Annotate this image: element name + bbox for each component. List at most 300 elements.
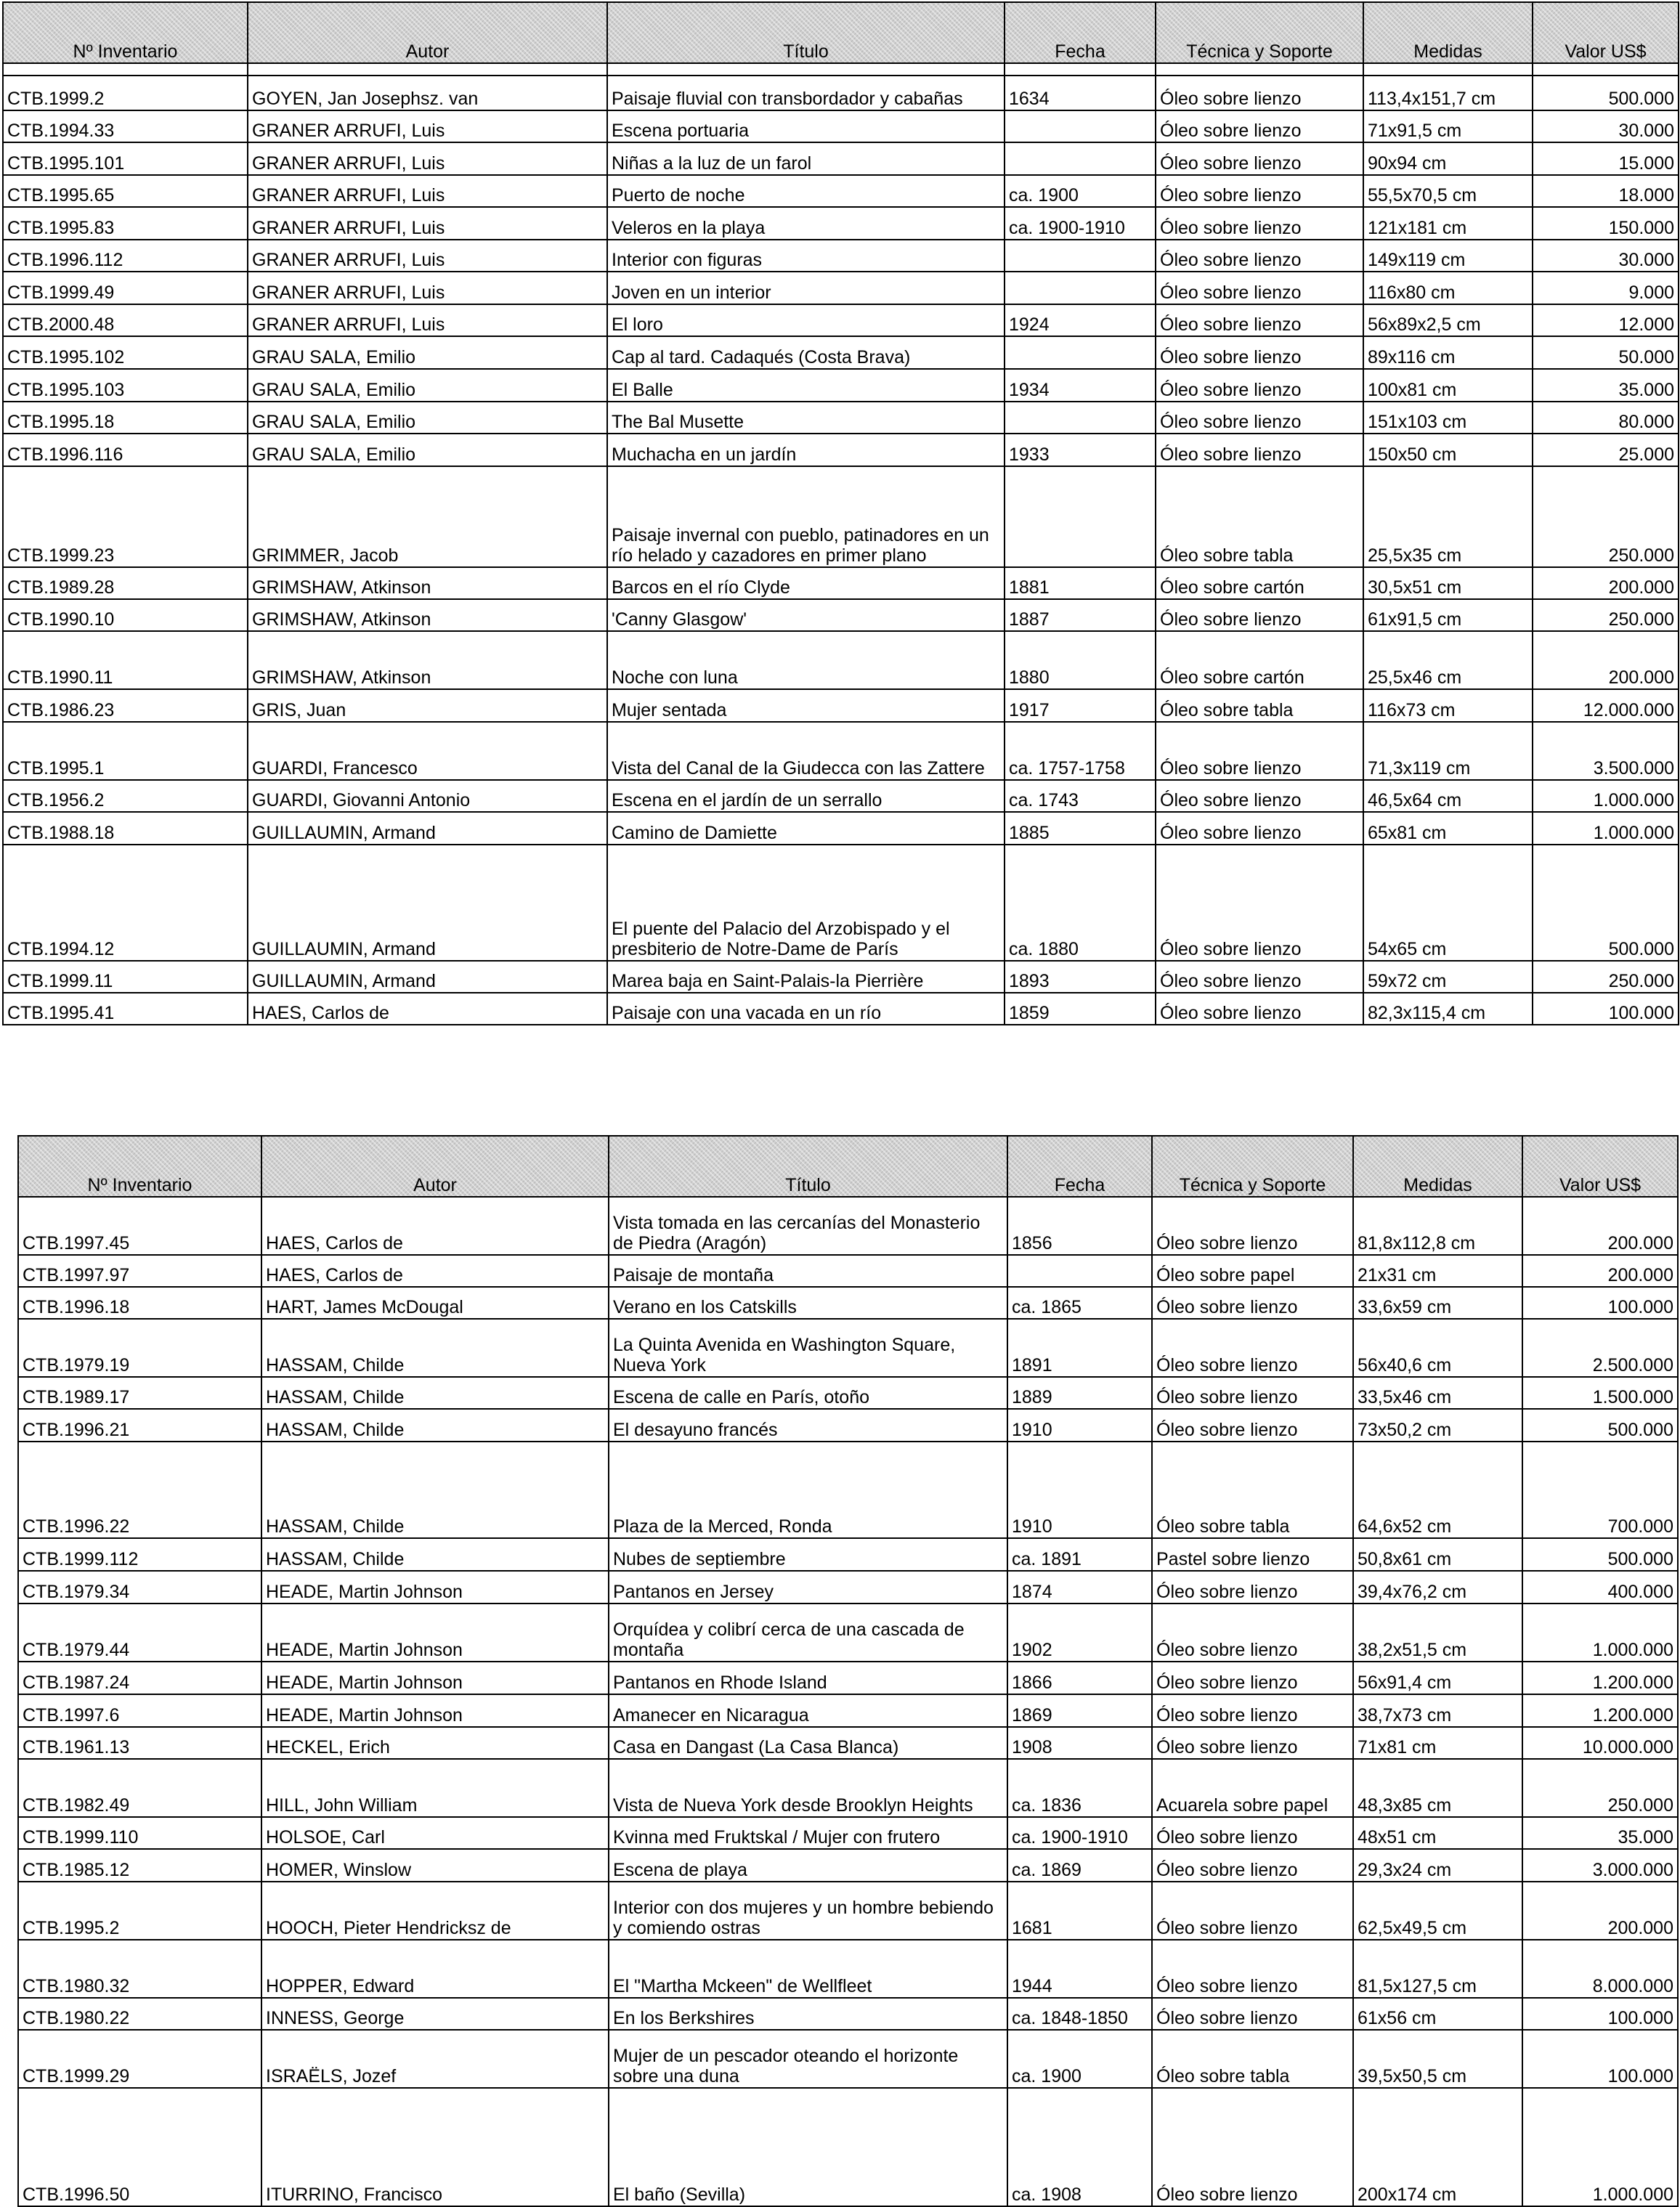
cell-inventory: CTB.1999.11 xyxy=(3,961,248,993)
cell-value: 50.000 xyxy=(1533,336,1679,369)
cell-technique: Óleo sobre lienzo xyxy=(1156,175,1363,207)
cell-measures: 116x73 cm xyxy=(1363,689,1533,722)
header-row xyxy=(3,2,1679,63)
cell-measures: 81,8x112,8 cm xyxy=(1353,1197,1522,1255)
cell-value: 100.000 xyxy=(1522,1998,1678,2030)
cell-measures: 56x40,6 cm xyxy=(1353,1319,1522,1377)
cell-value: 30.000 xyxy=(1533,240,1679,272)
cell-title: El loro xyxy=(607,304,1005,336)
cell-inventory: CTB.1995.83 xyxy=(3,207,248,240)
cell-technique: Óleo sobre tabla xyxy=(1156,466,1363,567)
cell-technique: Óleo sobre lienzo xyxy=(1156,780,1363,812)
cell-author: HOMER, Winslow xyxy=(261,1849,609,1882)
header-author: Autor xyxy=(248,2,607,63)
cell-inventory: CTB.1995.2 xyxy=(18,1882,261,1940)
header-technique: Técnica y Soporte xyxy=(1152,1136,1353,1197)
cell-author: HOOCH, Pieter Hendricksz de xyxy=(261,1882,609,1940)
cell-technique: Óleo sobre lienzo xyxy=(1156,402,1363,434)
cell-inventory: CTB.1961.13 xyxy=(18,1727,261,1759)
cell-inventory: CTB.1980.22 xyxy=(18,1998,261,2030)
header-value: Valor US$ xyxy=(1522,1136,1678,1197)
table-row xyxy=(3,567,1679,599)
cell-author: HASSAM, Childe xyxy=(261,1377,609,1409)
cell-title: Pantanos en Rhode Island xyxy=(609,1662,1007,1694)
table-row xyxy=(18,1694,1678,1727)
table-row xyxy=(18,1882,1678,1940)
cell-title: Paisaje fluvial con transbordador y cabañas xyxy=(607,76,1005,110)
cell-inventory: CTB.1996.112 xyxy=(3,240,248,272)
cell-date: ca. 1836 xyxy=(1007,1759,1152,1817)
table-row xyxy=(3,631,1679,689)
cell-title: En los Berkshires xyxy=(609,1998,1007,2030)
cell-date: 1885 xyxy=(1005,812,1156,845)
cell-date: ca. 1900 xyxy=(1005,175,1156,207)
cell-inventory: CTB.1990.10 xyxy=(3,599,248,631)
cell-technique: Óleo sobre lienzo xyxy=(1152,1998,1353,2030)
cell-author: HART, James McDougal xyxy=(261,1287,609,1319)
cell-value: 12.000 xyxy=(1533,304,1679,336)
cell-date: 1859 xyxy=(1005,993,1156,1025)
table-row xyxy=(18,1197,1678,1255)
header-date: Fecha xyxy=(1007,1136,1152,1197)
header-inventory: Nº Inventario xyxy=(3,2,248,63)
cell-technique: Óleo sobre lienzo xyxy=(1156,207,1363,240)
cell-technique: Óleo sobre cartón xyxy=(1156,567,1363,599)
cell-measures: 151x103 cm xyxy=(1363,402,1533,434)
cell-author: HILL, John William xyxy=(261,1759,609,1817)
cell-technique: Óleo sobre lienzo xyxy=(1152,1197,1353,1255)
cell-title: Kvinna med Fruktskal / Mujer con frutero xyxy=(609,1817,1007,1849)
cell-author: GRAU SALA, Emilio xyxy=(248,336,607,369)
cell-date: ca. 1743 xyxy=(1005,780,1156,812)
cell-inventory: CTB.1982.49 xyxy=(18,1759,261,1817)
cell-measures: 81,5x127,5 cm xyxy=(1353,1940,1522,1998)
cell-value: 100.000 xyxy=(1533,993,1679,1025)
cell-technique: Óleo sobre lienzo xyxy=(1156,240,1363,272)
cell-value: 35.000 xyxy=(1533,369,1679,402)
cell-value: 8.000.000 xyxy=(1522,1940,1678,1998)
cell-measures: 82,3x115,4 cm xyxy=(1363,993,1533,1025)
cell-title: Pantanos en Jersey xyxy=(609,1571,1007,1604)
table-row xyxy=(3,722,1679,780)
cell-technique: Óleo sobre lienzo xyxy=(1152,1940,1353,1998)
cell-date: 1869 xyxy=(1007,1694,1152,1727)
cell-author: ISRAËLS, Jozef xyxy=(261,2030,609,2088)
cell-measures: 50,8x61 cm xyxy=(1353,1538,1522,1571)
cell-author: GRANER ARRUFI, Luis xyxy=(248,240,607,272)
header-measures: Medidas xyxy=(1363,2,1533,63)
table-row xyxy=(18,2088,1678,2206)
cell-inventory: CTB.1999.2 xyxy=(3,76,248,110)
table-row xyxy=(3,110,1679,142)
cell-measures: 150x50 cm xyxy=(1363,434,1533,466)
table-row xyxy=(18,1998,1678,2030)
cell-author: ITURRINO, Francisco xyxy=(261,2088,609,2206)
cell-author: GRIMMER, Jacob xyxy=(248,466,607,567)
cell-value: 400.000 xyxy=(1522,1571,1678,1604)
cell-date: ca. 1880 xyxy=(1005,845,1156,961)
cell-title: Orquídea y colibrí cerca de una cascada de montaña xyxy=(609,1604,1007,1662)
cell-measures: 39,5x50,5 cm xyxy=(1353,2030,1522,2088)
table-row xyxy=(3,780,1679,812)
cell-inventory: CTB.1996.18 xyxy=(18,1287,261,1319)
cell-inventory: CTB.1999.49 xyxy=(3,272,248,304)
cell-technique: Óleo sobre lienzo xyxy=(1156,434,1363,466)
cell-author: GRANER ARRUFI, Luis xyxy=(248,272,607,304)
cell-date: 1889 xyxy=(1007,1377,1152,1409)
cell-value: 35.000 xyxy=(1522,1817,1678,1849)
cell-date: 1874 xyxy=(1007,1571,1152,1604)
table-row xyxy=(18,1377,1678,1409)
cell-value: 1.200.000 xyxy=(1522,1662,1678,1694)
cell-measures: 55,5x70,5 cm xyxy=(1363,175,1533,207)
cell-author: GRAU SALA, Emilio xyxy=(248,369,607,402)
table-row xyxy=(3,207,1679,240)
cell-date xyxy=(1005,110,1156,142)
cell-technique: Pastel sobre lienzo xyxy=(1152,1538,1353,1571)
cell-technique: Óleo sobre tabla xyxy=(1156,689,1363,722)
cell-inventory: CTB.1995.102 xyxy=(3,336,248,369)
cell-inventory: CTB.1999.110 xyxy=(18,1817,261,1849)
cell-date: ca. 1757-1758 xyxy=(1005,722,1156,780)
cell-date: 1908 xyxy=(1007,1727,1152,1759)
cell-technique: Óleo sobre lienzo xyxy=(1156,812,1363,845)
cell-author: GRAU SALA, Emilio xyxy=(248,402,607,434)
cell-title: Mujer de un pescador oteando el horizonte sobre una duna xyxy=(609,2030,1007,2088)
cell-value: 200.000 xyxy=(1533,567,1679,599)
cell-value: 250.000 xyxy=(1533,599,1679,631)
cell-measures: 54x65 cm xyxy=(1363,845,1533,961)
cell-author: GRANER ARRUFI, Luis xyxy=(248,110,607,142)
cell-date: ca. 1900 xyxy=(1007,2030,1152,2088)
cell-measures: 64,6x52 cm xyxy=(1353,1442,1522,1538)
cell-measures: 56x89x2,5 cm xyxy=(1363,304,1533,336)
cell-date: 1880 xyxy=(1005,631,1156,689)
cell-author: HEADE, Martin Johnson xyxy=(261,1694,609,1727)
cell-technique: Óleo sobre papel xyxy=(1152,1255,1353,1287)
cell-title: Vista del Canal de la Giudecca con las Zattere xyxy=(607,722,1005,780)
cell-title: Joven en un interior xyxy=(607,272,1005,304)
cell-author: HAES, Carlos de xyxy=(248,993,607,1025)
cell-measures: 38,7x73 cm xyxy=(1353,1694,1522,1727)
table-row xyxy=(18,1409,1678,1442)
cell-title: Mujer sentada xyxy=(607,689,1005,722)
cell-measures: 33,6x59 cm xyxy=(1353,1287,1522,1319)
cell-inventory: CTB.1997.6 xyxy=(18,1694,261,1727)
table-row xyxy=(18,1849,1678,1882)
cell-date xyxy=(1007,1255,1152,1287)
cell-inventory: CTB.1985.12 xyxy=(18,1849,261,1882)
cell-measures: 29,3x24 cm xyxy=(1353,1849,1522,1882)
cell-technique: Óleo sobre lienzo xyxy=(1156,76,1363,110)
cell-technique: Óleo sobre lienzo xyxy=(1152,1817,1353,1849)
cell-measures: 62,5x49,5 cm xyxy=(1353,1882,1522,1940)
cell-date: 1924 xyxy=(1005,304,1156,336)
table-row xyxy=(18,1817,1678,1849)
cell-title: El Balle xyxy=(607,369,1005,402)
cell-date: 1893 xyxy=(1005,961,1156,993)
cell-measures: 33,5x46 cm xyxy=(1353,1377,1522,1409)
cell-inventory: CTB.1979.34 xyxy=(18,1571,261,1604)
cell-date: 1856 xyxy=(1007,1197,1152,1255)
cell-title: Camino de Damiette xyxy=(607,812,1005,845)
cell-technique: Óleo sobre lienzo xyxy=(1152,1882,1353,1940)
cell-inventory: CTB.1994.12 xyxy=(3,845,248,961)
cell-technique: Óleo sobre lienzo xyxy=(1152,1849,1353,1882)
cell-technique: Óleo sobre lienzo xyxy=(1152,1287,1353,1319)
table-row xyxy=(3,993,1679,1025)
cell-title: El desayuno francés xyxy=(609,1409,1007,1442)
cell-author: HASSAM, Childe xyxy=(261,1538,609,1571)
cell-value: 15.000 xyxy=(1533,142,1679,175)
cell-inventory: CTB.1989.17 xyxy=(18,1377,261,1409)
cell-value: 1.000.000 xyxy=(1522,1604,1678,1662)
cell-inventory: CTB.1986.23 xyxy=(3,689,248,722)
table-row xyxy=(18,2030,1678,2088)
cell-measures: 100x81 cm xyxy=(1363,369,1533,402)
header-date: Fecha xyxy=(1005,2,1156,63)
cell-inventory: CTB.1995.65 xyxy=(3,175,248,207)
table-row xyxy=(3,466,1679,567)
cell-author: GUARDI, Francesco xyxy=(248,722,607,780)
cell-value: 18.000 xyxy=(1533,175,1679,207)
cell-value: 1.000.000 xyxy=(1522,2088,1678,2206)
cell-technique: Óleo sobre lienzo xyxy=(1156,369,1363,402)
cell-date xyxy=(1005,466,1156,567)
cell-inventory: CTB.1996.116 xyxy=(3,434,248,466)
table-row xyxy=(18,1662,1678,1694)
cell-measures: 61x91,5 cm xyxy=(1363,599,1533,631)
cell-inventory: CTB.1996.21 xyxy=(18,1409,261,1442)
cell-title: El puente del Palacio del Arzobispado y el presbiterio de Notre-Dame de París xyxy=(607,845,1005,961)
cell-title: Puerto de noche xyxy=(607,175,1005,207)
cell-date: ca. 1908 xyxy=(1007,2088,1152,2206)
table-row xyxy=(18,1442,1678,1538)
cell-date: 1681 xyxy=(1007,1882,1152,1940)
cell-author: HASSAM, Childe xyxy=(261,1319,609,1377)
cell-technique: Óleo sobre lienzo xyxy=(1152,1571,1353,1604)
header-measures: Medidas xyxy=(1353,1136,1522,1197)
table-row xyxy=(3,845,1679,961)
cell-measures: 113,4x151,7 cm xyxy=(1363,76,1533,110)
cell-author: HASSAM, Childe xyxy=(261,1409,609,1442)
cell-author: HOLSOE, Carl xyxy=(261,1817,609,1849)
cell-measures: 21x31 cm xyxy=(1353,1255,1522,1287)
cell-inventory: CTB.1999.23 xyxy=(3,466,248,567)
cell-title: Barcos en el río Clyde xyxy=(607,567,1005,599)
cell-inventory: CTB.1997.45 xyxy=(18,1197,261,1255)
cell-author: GUILLAUMIN, Armand xyxy=(248,845,607,961)
cell-measures: 116x80 cm xyxy=(1363,272,1533,304)
cell-inventory: CTB.1995.101 xyxy=(3,142,248,175)
cell-value: 100.000 xyxy=(1522,1287,1678,1319)
cell-measures: 39,4x76,2 cm xyxy=(1353,1571,1522,1604)
cell-value: 500.000 xyxy=(1533,845,1679,961)
table-row xyxy=(3,272,1679,304)
cell-title: Plaza de la Merced, Ronda xyxy=(609,1442,1007,1538)
cell-author: GRANER ARRUFI, Luis xyxy=(248,142,607,175)
header-author: Autor xyxy=(261,1136,609,1197)
cell-title: Interior con dos mujeres y un hombre bebiendo y comiendo ostras xyxy=(609,1882,1007,1940)
cell-technique: Óleo sobre lienzo xyxy=(1152,2088,1353,2206)
cell-date: ca. 1848-1850 xyxy=(1007,1998,1152,2030)
cell-title: Verano en los Catskills xyxy=(609,1287,1007,1319)
cell-title: Nubes de septiembre xyxy=(609,1538,1007,1571)
cell-date: 1933 xyxy=(1005,434,1156,466)
cell-technique: Óleo sobre lienzo xyxy=(1152,1662,1353,1694)
cell-date: 1917 xyxy=(1005,689,1156,722)
cell-measures: 71x81 cm xyxy=(1353,1727,1522,1759)
table-row xyxy=(18,1759,1678,1817)
cell-value: 500.000 xyxy=(1522,1409,1678,1442)
cell-measures: 73x50,2 cm xyxy=(1353,1409,1522,1442)
cell-title: Niñas a la luz de un farol xyxy=(607,142,1005,175)
cell-author: HASSAM, Childe xyxy=(261,1442,609,1538)
cell-author: HECKEL, Erich xyxy=(261,1727,609,1759)
cell-title: Muchacha en un jardín xyxy=(607,434,1005,466)
cell-measures: 46,5x64 cm xyxy=(1363,780,1533,812)
table-row xyxy=(3,434,1679,466)
cell-inventory: CTB.1990.11 xyxy=(3,631,248,689)
cell-technique: Óleo sobre lienzo xyxy=(1152,1409,1353,1442)
cell-date: 1881 xyxy=(1005,567,1156,599)
table-row xyxy=(18,1571,1678,1604)
cell-value: 9.000 xyxy=(1533,272,1679,304)
cell-measures: 56x91,4 cm xyxy=(1353,1662,1522,1694)
cell-measures: 61x56 cm xyxy=(1353,1998,1522,2030)
cell-technique: Acuarela sobre papel xyxy=(1152,1759,1353,1817)
cell-date: 1902 xyxy=(1007,1604,1152,1662)
cell-author: HEADE, Martin Johnson xyxy=(261,1571,609,1604)
table-row xyxy=(3,336,1679,369)
cell-measures: 71x91,5 cm xyxy=(1363,110,1533,142)
cell-title: The Bal Musette xyxy=(607,402,1005,434)
cell-technique: Óleo sobre lienzo xyxy=(1156,336,1363,369)
table-row xyxy=(3,402,1679,434)
inventory-table-2 xyxy=(17,1135,1679,2207)
cell-technique: Óleo sobre lienzo xyxy=(1156,993,1363,1025)
header-value: Valor US$ xyxy=(1533,2,1679,63)
cell-title: Interior con figuras xyxy=(607,240,1005,272)
spacer-row xyxy=(3,63,1679,76)
cell-title: Paisaje de montaña xyxy=(609,1255,1007,1287)
cell-technique: Óleo sobre tabla xyxy=(1152,2030,1353,2088)
cell-author: HAES, Carlos de xyxy=(261,1255,609,1287)
cell-author: HAES, Carlos de xyxy=(261,1197,609,1255)
cell-value: 10.000.000 xyxy=(1522,1727,1678,1759)
cell-date xyxy=(1005,240,1156,272)
cell-title: Veleros en la playa xyxy=(607,207,1005,240)
cell-value: 2.500.000 xyxy=(1522,1319,1678,1377)
table-row xyxy=(3,304,1679,336)
cell-measures: 38,2x51,5 cm xyxy=(1353,1604,1522,1662)
cell-date xyxy=(1005,402,1156,434)
cell-date: 1891 xyxy=(1007,1319,1152,1377)
cell-measures: 200x174 cm xyxy=(1353,2088,1522,2206)
cell-measures: 59x72 cm xyxy=(1363,961,1533,993)
table-row xyxy=(3,240,1679,272)
cell-inventory: CTB.1995.41 xyxy=(3,993,248,1025)
cell-inventory: CTB.1979.44 xyxy=(18,1604,261,1662)
cell-title: Amanecer en Nicaragua xyxy=(609,1694,1007,1727)
cell-title: 'Canny Glasgow' xyxy=(607,599,1005,631)
cell-measures: 65x81 cm xyxy=(1363,812,1533,845)
cell-date: 1887 xyxy=(1005,599,1156,631)
table-row xyxy=(18,1538,1678,1571)
cell-title: El baño (Sevilla) xyxy=(609,2088,1007,2206)
cell-date: ca. 1900-1910 xyxy=(1007,1817,1152,1849)
table-row xyxy=(18,1727,1678,1759)
cell-inventory: CTB.1995.1 xyxy=(3,722,248,780)
cell-inventory: CTB.1988.18 xyxy=(3,812,248,845)
cell-title: La Quinta Avenida en Washington Square, Nueva York xyxy=(609,1319,1007,1377)
cell-date: ca. 1869 xyxy=(1007,1849,1152,1882)
cell-value: 500.000 xyxy=(1533,76,1679,110)
cell-inventory: CTB.2000.48 xyxy=(3,304,248,336)
cell-technique: Óleo sobre lienzo xyxy=(1152,1727,1353,1759)
table-row xyxy=(18,1287,1678,1319)
cell-measures: 90x94 cm xyxy=(1363,142,1533,175)
cell-technique: Óleo sobre lienzo xyxy=(1156,110,1363,142)
cell-date: ca. 1891 xyxy=(1007,1538,1152,1571)
cell-value: 1.200.000 xyxy=(1522,1694,1678,1727)
cell-measures: 89x116 cm xyxy=(1363,336,1533,369)
table-row xyxy=(18,1604,1678,1662)
cell-title: Noche con luna xyxy=(607,631,1005,689)
cell-inventory: CTB.1996.22 xyxy=(18,1442,261,1538)
cell-author: HOPPER, Edward xyxy=(261,1940,609,1998)
cell-measures: 25,5x46 cm xyxy=(1363,631,1533,689)
cell-date: ca. 1900-1910 xyxy=(1005,207,1156,240)
header-title: Título xyxy=(609,1136,1007,1197)
cell-technique: Óleo sobre lienzo xyxy=(1152,1377,1353,1409)
cell-value: 500.000 xyxy=(1522,1538,1678,1571)
table-body xyxy=(18,1197,1678,2206)
cell-value: 30.000 xyxy=(1533,110,1679,142)
cell-value: 700.000 xyxy=(1522,1442,1678,1538)
cell-inventory: CTB.1994.33 xyxy=(3,110,248,142)
cell-inventory: CTB.1979.19 xyxy=(18,1319,261,1377)
table-row xyxy=(3,599,1679,631)
cell-technique: Óleo sobre lienzo xyxy=(1156,722,1363,780)
cell-technique: Óleo sobre lienzo xyxy=(1156,272,1363,304)
cell-inventory: CTB.1956.2 xyxy=(3,780,248,812)
cell-technique: Óleo sobre tabla xyxy=(1152,1442,1353,1538)
table-row xyxy=(3,142,1679,175)
cell-technique: Óleo sobre cartón xyxy=(1156,631,1363,689)
cell-title: Paisaje invernal con pueblo, patinadores en un río helado y cazadores en primer plano xyxy=(607,466,1005,567)
cell-measures: 149x119 cm xyxy=(1363,240,1533,272)
cell-inventory: CTB.1980.32 xyxy=(18,1940,261,1998)
cell-value: 200.000 xyxy=(1522,1255,1678,1287)
cell-date: 1910 xyxy=(1007,1442,1152,1538)
cell-author: GUILLAUMIN, Armand xyxy=(248,812,607,845)
cell-author: INNESS, George xyxy=(261,1998,609,2030)
cell-title: Marea baja en Saint-Palais-la Pierrière xyxy=(607,961,1005,993)
cell-date: 1866 xyxy=(1007,1662,1152,1694)
cell-inventory: CTB.1996.50 xyxy=(18,2088,261,2206)
cell-date: ca. 1865 xyxy=(1007,1287,1152,1319)
table-row xyxy=(3,689,1679,722)
cell-value: 250.000 xyxy=(1533,961,1679,993)
cell-author: GRANER ARRUFI, Luis xyxy=(248,207,607,240)
cell-value: 250.000 xyxy=(1533,466,1679,567)
cell-value: 25.000 xyxy=(1533,434,1679,466)
cell-inventory: CTB.1995.103 xyxy=(3,369,248,402)
cell-technique: Óleo sobre lienzo xyxy=(1152,1694,1353,1727)
inventory-table-1 xyxy=(2,1,1679,1025)
cell-inventory: CTB.1989.28 xyxy=(3,567,248,599)
